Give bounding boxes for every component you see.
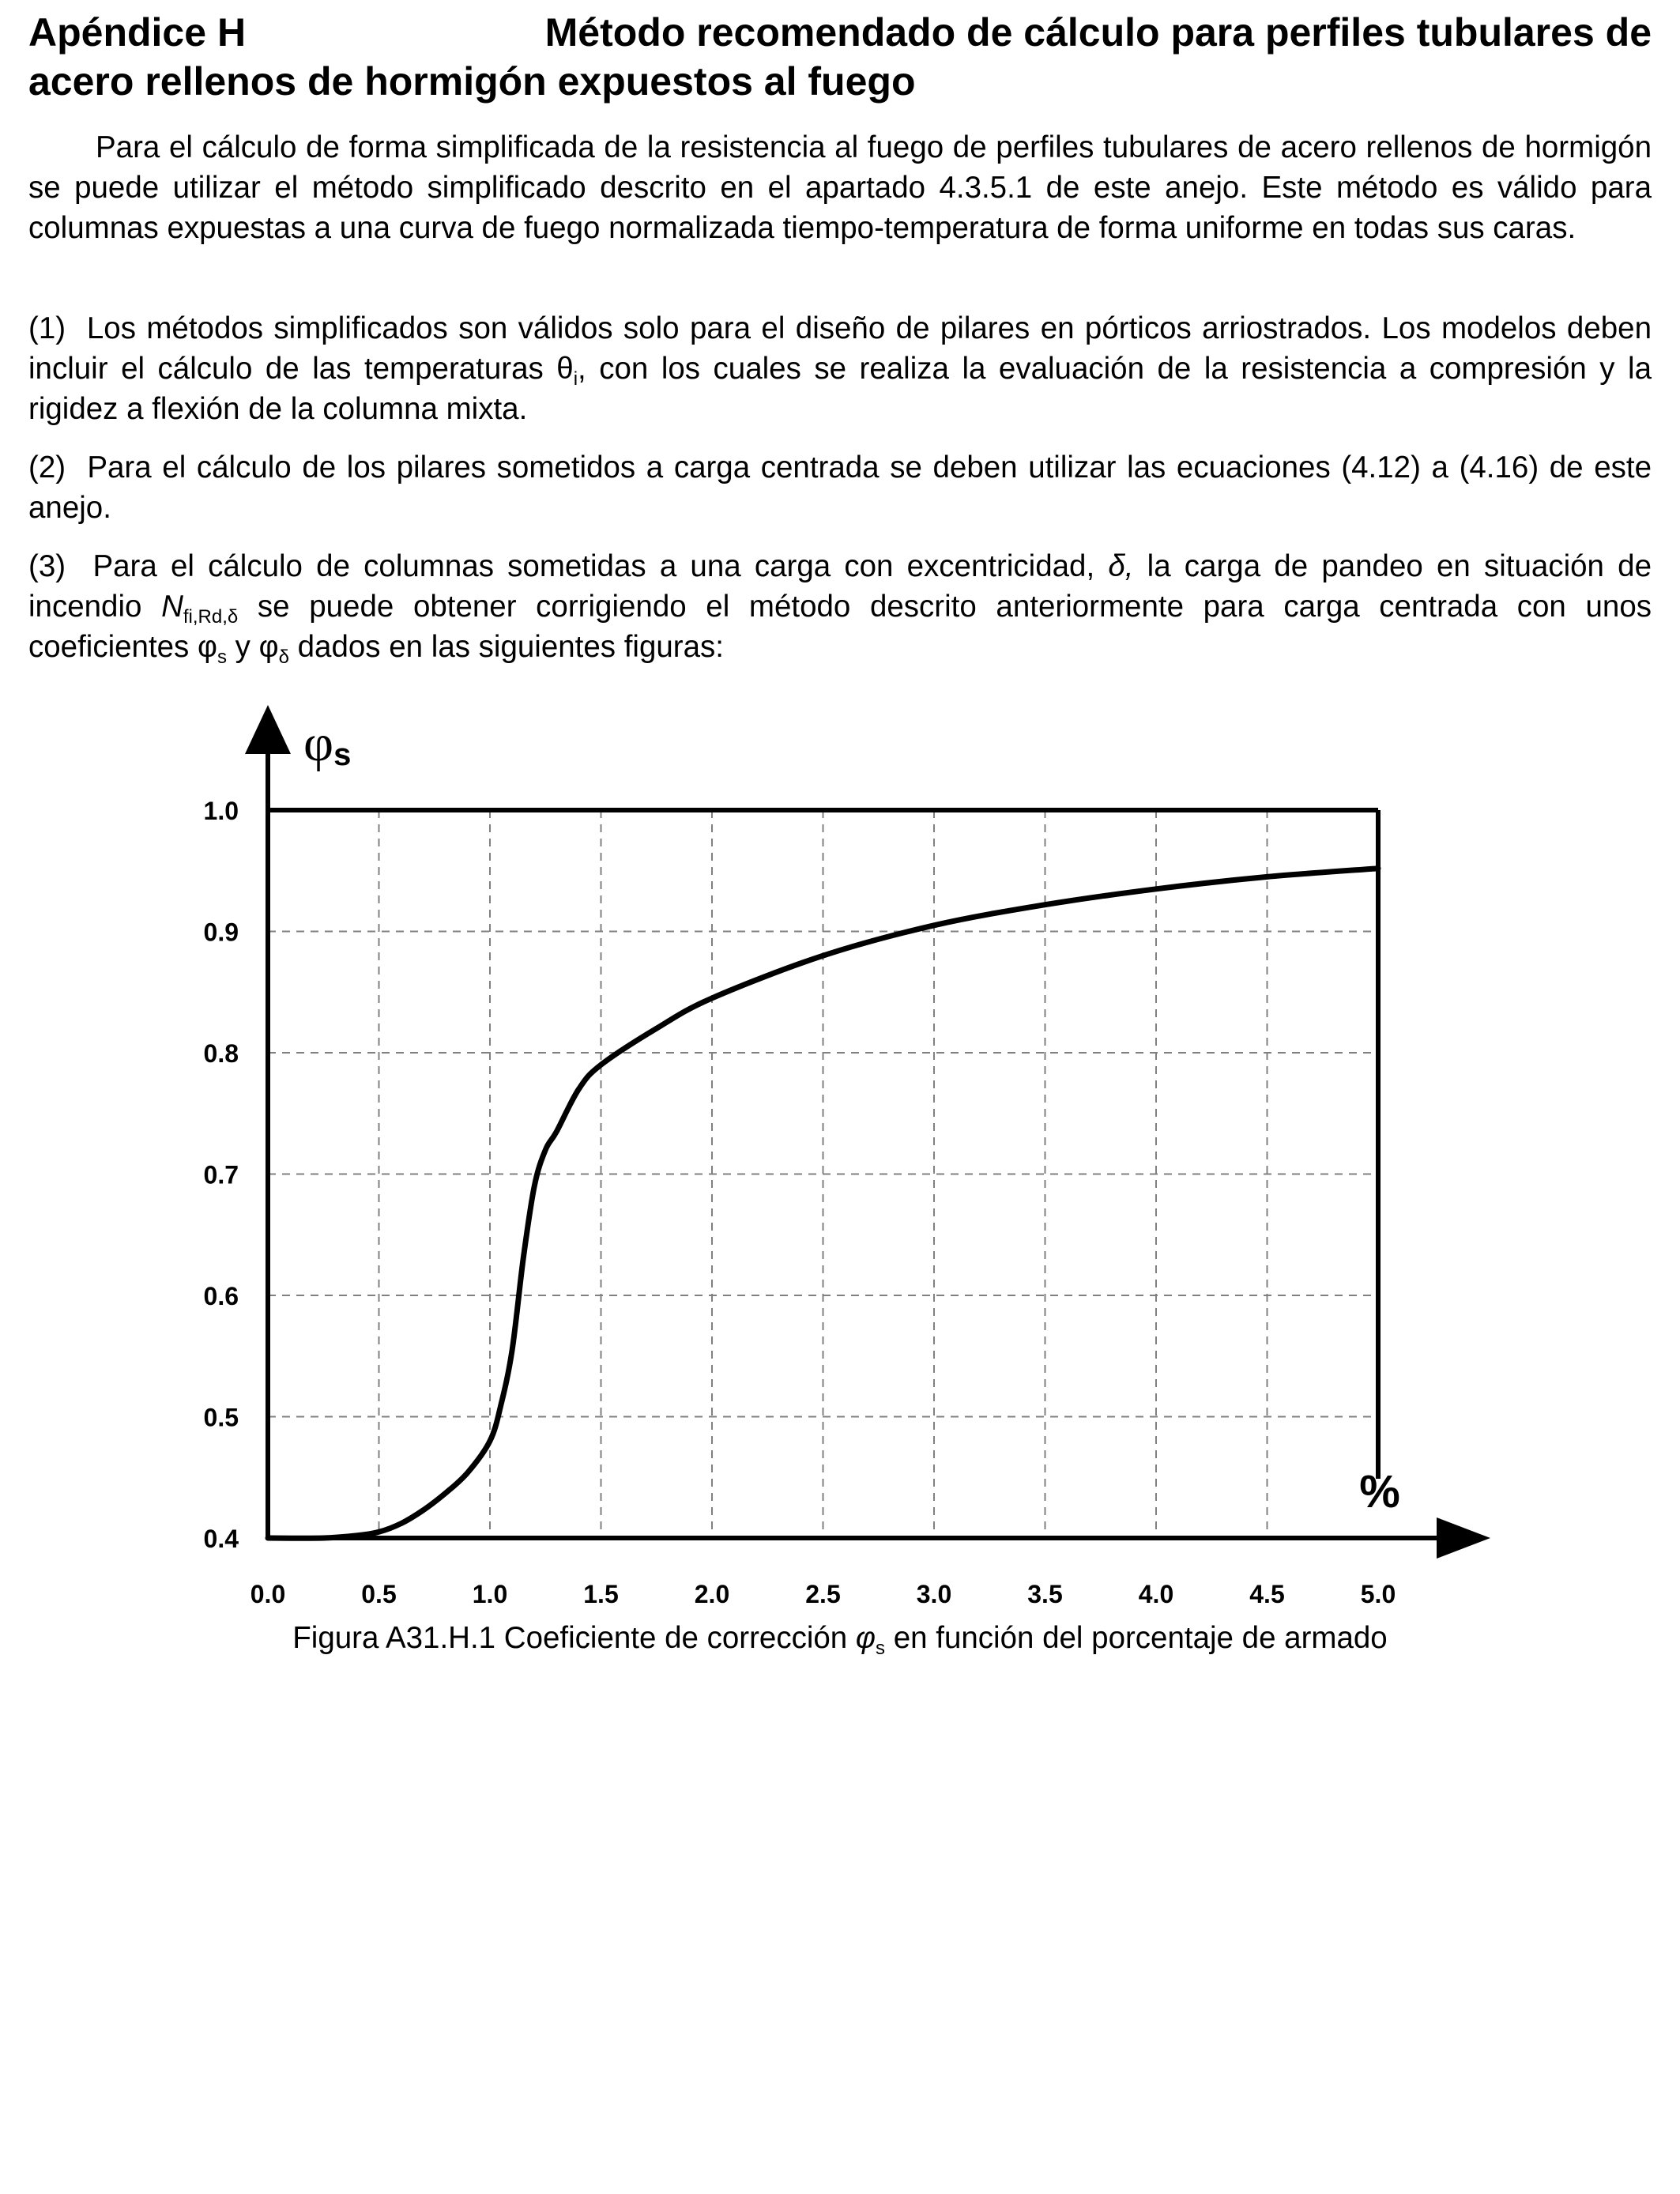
x-axis-label: % — [1359, 1466, 1400, 1517]
item-3-n-subscript: fi,Rd,δ — [183, 606, 239, 628]
x-tick-label-1: 0.5 — [361, 1580, 397, 1608]
item-3-text-c: se puede obtener corrigiendo el método descrito anteriormente para carga centrada con unos coeficientes φ — [28, 590, 1652, 664]
chart-grid — [268, 810, 1378, 1538]
x-tick-label-7: 3.5 — [1027, 1580, 1063, 1608]
chart-tick-labels — [204, 797, 1396, 1608]
appendix-label: Apéndice H — [28, 10, 247, 55]
y-tick-label-5: 0.9 — [203, 918, 239, 947]
y-tick-label-3: 0.7 — [203, 1160, 239, 1189]
item-3-text-a: Para el cálculo de columnas sometidas a una carga con excentricidad, — [92, 549, 1109, 583]
caption-phi-symbol: φ — [855, 1621, 876, 1655]
x-tick-label-3: 1.5 — [583, 1580, 619, 1608]
intro-paragraph: Para el cálculo de forma simplificada de la resistencia al fuego de perfiles tubulares de acero rellenos de hormigón se puede utilizar el método simplificado descrito en el apartado 4.3.5.1 de este anejo. Este método es válido para columnas expuestas a una curva de fuego normalizada tiempo-temperatura de forma uniforme en todas sus caras. — [28, 130, 1652, 245]
y-tick-label-0: 0.4 — [203, 1525, 239, 1553]
y-axis-label-symbol: φ — [303, 714, 334, 772]
y-tick-label-2: 0.6 — [203, 1282, 239, 1310]
item-3-number: (3) — [28, 549, 66, 583]
item-3-text-b: la carga de pandeo en situación de incendio — [28, 549, 1652, 624]
item-1-text-a: Los métodos simplificados son válidos solo para el diseño de pilares en pórticos arriostrados. Los modelos deben incluir el cálculo de las temperaturas θ — [28, 311, 1652, 386]
y-axis-label — [303, 714, 351, 772]
item-1-theta-subscript: i — [573, 368, 578, 390]
x-tick-label-6: 3.0 — [916, 1580, 952, 1608]
x-tick-label-4: 2.0 — [694, 1580, 730, 1608]
appendix-title-part2: acero rellenos de hormigón expuestos al fuego — [28, 59, 916, 104]
y-tick-label-6: 1.0 — [203, 797, 239, 825]
item-1-number: (1) — [28, 311, 66, 345]
x-tick-label-0: 0.0 — [250, 1580, 286, 1608]
item-3-phi-delta-subscript: δ — [278, 647, 289, 668]
chart-axes — [245, 705, 1490, 1559]
x-tick-label-8: 4.0 — [1138, 1580, 1174, 1608]
item-2-text: Para el cálculo de los pilares sometidos a carga centrada se deben utilizar las ecuaciones (4.12) a (4.16) de este anejo. — [28, 450, 1652, 525]
x-tick-label-9: 4.5 — [1249, 1580, 1285, 1608]
x-axis-arrow — [1437, 1517, 1490, 1559]
item-3-n-symbol: N — [161, 590, 183, 624]
x-tick-label-10: 5.0 — [1360, 1580, 1396, 1608]
y-tick-label-4: 0.8 — [203, 1039, 239, 1068]
caption-phi-subscript: s — [876, 1638, 886, 1659]
item-3-phi-s-subscript: s — [217, 647, 227, 668]
x-tick-label-5: 2.5 — [805, 1580, 841, 1608]
item-3-delta: δ, — [1108, 549, 1134, 583]
item-3-text-e: dados en las siguientes figuras: — [288, 630, 724, 664]
caption-text-a: Figura A31.H.1 Coeficiente de corrección — [292, 1621, 856, 1655]
item-2-number: (2) — [28, 450, 66, 484]
y-tick-label-1: 0.5 — [203, 1403, 239, 1432]
appendix-title-part1: Método recomendado de cálculo para perfiles tubulares de — [544, 10, 1652, 55]
caption-text-b: en función del porcentaje de armado — [885, 1621, 1388, 1655]
item-1-text-b: , con los cuales se realiza la evaluación de la resistencia a compresión y la rigidez a flexión de la columna mixta. — [28, 352, 1652, 426]
y-axis-label-subscript: s — [333, 737, 352, 772]
item-3-text-d: y φ — [226, 630, 279, 664]
y-axis-arrow — [245, 705, 291, 754]
x-tick-label-2: 1.0 — [472, 1580, 508, 1608]
